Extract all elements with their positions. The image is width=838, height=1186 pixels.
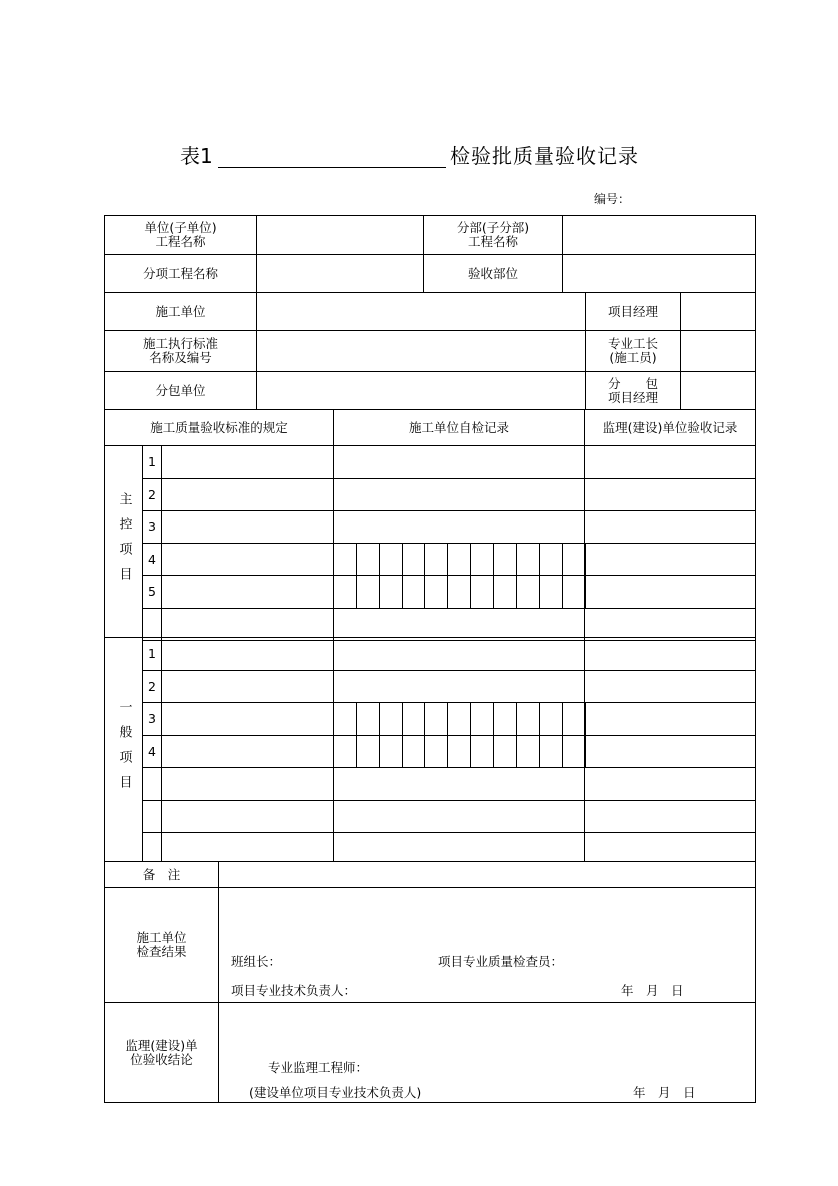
sub-item-name-label: 分项工程名称 bbox=[104, 254, 257, 293]
self-check-point-cell[interactable] bbox=[493, 735, 517, 768]
self-check-point-cell[interactable] bbox=[447, 702, 471, 736]
self-check-point-cell[interactable] bbox=[562, 575, 586, 609]
self-check-point-cell[interactable] bbox=[516, 735, 540, 768]
self-check-field[interactable] bbox=[333, 637, 585, 671]
self-check-point-cell[interactable] bbox=[379, 575, 403, 609]
item-standard-field[interactable] bbox=[161, 543, 334, 576]
self-check-point-cell[interactable] bbox=[333, 575, 357, 609]
title-main: 检验批质量验收记录 bbox=[450, 144, 639, 168]
item-standard-field[interactable] bbox=[161, 445, 334, 479]
form-title bbox=[0, 141, 838, 173]
item-standard-field[interactable] bbox=[161, 575, 334, 609]
supervision-record-field[interactable] bbox=[584, 637, 756, 671]
supervision-record-field[interactable] bbox=[584, 702, 756, 736]
self-check-point-cell[interactable] bbox=[516, 702, 540, 736]
item-number: 4 bbox=[142, 543, 162, 576]
supervision-date-label: 年 月 日 bbox=[633, 1085, 696, 1100]
unit-project-name-label: 单位(子单位) 工程名称 bbox=[104, 215, 257, 255]
team-leader-label: 班组长： bbox=[231, 954, 282, 969]
self-check-field[interactable] bbox=[333, 478, 585, 511]
self-check-point-cell[interactable] bbox=[493, 543, 517, 576]
self-check-point-cell[interactable] bbox=[424, 702, 448, 736]
sub-item-name-field[interactable] bbox=[256, 254, 424, 293]
item-standard-field[interactable] bbox=[161, 478, 334, 511]
self-check-field[interactable] bbox=[333, 670, 585, 703]
col-header-self-check: 施工单位自检记录 bbox=[333, 409, 585, 446]
foreman-label: 专业工长 (施工员) bbox=[585, 330, 681, 372]
quality-inspector-label: 项目专业质量检查员： bbox=[438, 954, 564, 969]
self-check-point-cell[interactable] bbox=[493, 575, 517, 609]
supervision-engineer-label: 专业监理工程师： bbox=[268, 1060, 369, 1075]
construction-unit-label: 施工单位 bbox=[104, 292, 257, 331]
title-prefix: 表1 bbox=[180, 144, 213, 168]
item-number: 1 bbox=[142, 445, 162, 479]
owner-representative-label: (建设单位项目专业技术负责人) bbox=[249, 1085, 422, 1100]
sub-division-field[interactable] bbox=[562, 215, 756, 255]
self-check-point-cell[interactable] bbox=[356, 702, 380, 736]
col-header-supervision: 监理(建设)单位验收记录 bbox=[584, 409, 756, 446]
item-number: 3 bbox=[142, 702, 162, 736]
item-number bbox=[142, 800, 162, 833]
self-check-field[interactable] bbox=[333, 445, 585, 479]
item-standard-field[interactable] bbox=[161, 702, 334, 736]
item-number: 2 bbox=[142, 670, 162, 703]
supervision-record-field[interactable] bbox=[584, 445, 756, 479]
subcontractor-label: 分包单位 bbox=[104, 371, 257, 410]
item-number: 5 bbox=[142, 575, 162, 609]
project-manager-field[interactable] bbox=[680, 292, 756, 331]
self-check-point-cell[interactable] bbox=[562, 543, 586, 576]
self-check-point-cell[interactable] bbox=[402, 702, 425, 736]
self-check-point-cell[interactable] bbox=[562, 735, 586, 768]
item-standard-field[interactable] bbox=[161, 767, 334, 801]
self-check-point-cell[interactable] bbox=[379, 543, 403, 576]
standard-field[interactable] bbox=[256, 330, 586, 372]
foreman-field[interactable] bbox=[680, 330, 756, 372]
unit-project-name-field[interactable] bbox=[256, 215, 424, 255]
self-check-point-cell[interactable] bbox=[539, 543, 563, 576]
item-number: 1 bbox=[142, 637, 162, 671]
supervision-record-field[interactable] bbox=[584, 767, 756, 801]
self-check-point-cell[interactable] bbox=[562, 702, 586, 736]
self-check-point-cell[interactable] bbox=[402, 543, 425, 576]
item-number: 2 bbox=[142, 478, 162, 511]
sub-project-manager-label: 分 包 项目经理 bbox=[585, 371, 681, 410]
construction-unit-field[interactable] bbox=[256, 292, 586, 331]
supervision-record-field[interactable] bbox=[584, 543, 756, 576]
form-number-label: 编号： bbox=[594, 192, 631, 206]
self-check-point-cell[interactable] bbox=[447, 543, 471, 576]
self-check-point-cell[interactable] bbox=[356, 735, 380, 768]
item-standard-field[interactable] bbox=[161, 800, 334, 833]
main-control-items-label: 主控项目 bbox=[104, 445, 143, 638]
self-check-field[interactable] bbox=[333, 800, 585, 833]
remarks-field[interactable] bbox=[218, 861, 756, 888]
self-check-point-cell[interactable] bbox=[424, 575, 448, 609]
item-standard-field[interactable] bbox=[161, 637, 334, 671]
supervision-record-field[interactable] bbox=[584, 832, 756, 862]
subcontractor-field[interactable] bbox=[256, 371, 586, 410]
item-number: 4 bbox=[142, 735, 162, 768]
supervision-record-field[interactable] bbox=[584, 670, 756, 703]
self-check-point-cell[interactable] bbox=[447, 575, 471, 609]
self-check-point-cell[interactable] bbox=[539, 575, 563, 609]
self-check-point-cell[interactable] bbox=[470, 702, 494, 736]
self-check-point-cell[interactable] bbox=[447, 735, 471, 768]
self-check-point-cell[interactable] bbox=[333, 735, 357, 768]
item-standard-field[interactable] bbox=[161, 735, 334, 768]
self-check-point-cell[interactable] bbox=[470, 735, 494, 768]
supervision-record-field[interactable] bbox=[584, 510, 756, 544]
self-check-point-cell[interactable] bbox=[402, 735, 425, 768]
self-check-point-cell[interactable] bbox=[516, 543, 540, 576]
project-manager-label: 项目经理 bbox=[585, 292, 681, 331]
supervision-record-field[interactable] bbox=[584, 735, 756, 768]
self-check-point-cell[interactable] bbox=[333, 702, 357, 736]
item-number bbox=[142, 832, 162, 862]
self-check-point-cell[interactable] bbox=[356, 575, 380, 609]
self-check-field[interactable] bbox=[333, 767, 585, 801]
check-date-label: 年 月 日 bbox=[621, 983, 684, 998]
general-items-label: 一般项目 bbox=[104, 637, 143, 862]
col-header-standard: 施工质量验收标准的规定 bbox=[104, 409, 334, 446]
self-check-point-cell[interactable] bbox=[379, 735, 403, 768]
title-blank-line bbox=[218, 167, 446, 168]
self-check-point-cell[interactable] bbox=[379, 702, 403, 736]
self-check-point-cell[interactable] bbox=[516, 575, 540, 609]
self-check-point-cell[interactable] bbox=[356, 543, 380, 576]
supervision-record-field[interactable] bbox=[584, 800, 756, 833]
self-check-point-cell[interactable] bbox=[493, 702, 517, 736]
self-check-field[interactable] bbox=[333, 832, 585, 862]
item-standard-field[interactable] bbox=[161, 832, 334, 862]
self-check-point-cell[interactable] bbox=[470, 575, 494, 609]
supervision-record-field[interactable] bbox=[584, 478, 756, 511]
item-number bbox=[142, 767, 162, 801]
supervision-conclusion-label: 监理(建设)单 位验收结论 bbox=[104, 1002, 219, 1103]
self-check-point-cell[interactable] bbox=[424, 735, 448, 768]
acceptance-part-field[interactable] bbox=[562, 254, 756, 293]
self-check-point-cell[interactable] bbox=[424, 543, 448, 576]
self-check-point-cell[interactable] bbox=[539, 702, 563, 736]
self-check-point-cell[interactable] bbox=[470, 543, 494, 576]
item-standard-field[interactable] bbox=[161, 670, 334, 703]
check-result-label: 施工单位 检查结果 bbox=[104, 887, 219, 1003]
supervision-record-field[interactable] bbox=[584, 575, 756, 609]
self-check-field[interactable] bbox=[333, 510, 585, 544]
self-check-point-cell[interactable] bbox=[333, 543, 357, 576]
sub-project-manager-field[interactable] bbox=[680, 371, 756, 410]
sub-division-label: 分部(子分部) 工程名称 bbox=[423, 215, 563, 255]
item-number: 3 bbox=[142, 510, 162, 544]
acceptance-part-label: 验收部位 bbox=[423, 254, 563, 293]
remarks-label: 备 注 bbox=[104, 861, 219, 888]
tech-leader-label: 项目专业技术负责人： bbox=[231, 983, 357, 998]
standard-label: 施工执行标准 名称及编号 bbox=[104, 330, 257, 372]
item-standard-field[interactable] bbox=[161, 510, 334, 544]
self-check-point-cell[interactable] bbox=[539, 735, 563, 768]
self-check-point-cell[interactable] bbox=[402, 575, 425, 609]
